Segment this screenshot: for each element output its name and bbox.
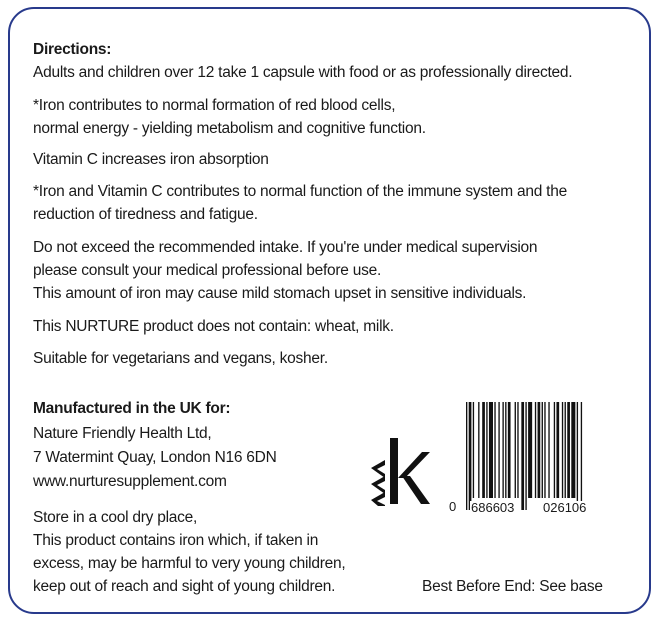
barcode-bar: [567, 402, 570, 498]
warning-line-2: please consult your medical professional before use.: [33, 262, 382, 279]
barcode-bar: [577, 402, 578, 510]
kosher-k-icon: [368, 436, 430, 506]
manufacturer-address: 7 Watermint Quay, London N16 6DN: [33, 449, 277, 466]
directions-heading: Directions:: [33, 41, 112, 58]
barcode-bar: [538, 402, 541, 498]
storage-line-3: excess, may be harmful to very young children,: [33, 555, 346, 572]
barcode-lead-digit: 0: [449, 499, 457, 514]
manufacturer-website: www.nurturesupplement.com: [33, 473, 227, 490]
manufacturer-name: Nature Friendly Health Ltd,: [33, 425, 212, 442]
barcode-icon: [462, 402, 624, 512]
warning-line-1: Do not exceed the recommended intake. If you're under medical supervision: [33, 239, 538, 256]
warning-line-3: This amount of iron may cause mild stomach upset in sensitive individuals.: [33, 285, 527, 302]
barcode-bar: [554, 402, 555, 498]
barcode-bar: [473, 402, 474, 498]
barcode-bar: [508, 402, 511, 498]
barcode-bar: [548, 402, 549, 498]
barcode-bar: [542, 402, 543, 498]
manufacturer-heading: Manufactured in the UK for:: [33, 400, 231, 417]
barcode-bar: [505, 402, 506, 498]
barcode-bar: [528, 402, 532, 498]
storage-line-1: Store in a cool dry place,: [33, 509, 198, 526]
barcode-bar: [556, 402, 559, 498]
immune-claim-line-2: reduction of tiredness and fatigue.: [33, 206, 258, 223]
barcode-bar: [565, 402, 566, 498]
barcode-bar: [517, 402, 518, 498]
storage-line-2: This product contains iron which, if taken in: [33, 532, 319, 549]
barcode-digits-right: 026106: [543, 500, 587, 515]
barcode-bar: [486, 402, 487, 498]
barcode-bar: [521, 402, 524, 510]
iron-claim-line-2: normal energy - yielding metabolism and cognitive function.: [33, 120, 426, 137]
iron-claim-line-1: *Iron contributes to normal formation of red blood cells,: [33, 97, 396, 114]
barcode-bar: [489, 402, 493, 498]
barcode-bar: [498, 402, 499, 498]
barcode-bar: [581, 402, 582, 510]
barcode-bar: [544, 402, 545, 498]
barcode-bar: [494, 402, 495, 498]
vitamin-c-claim: Vitamin C increases iron absorption: [33, 151, 269, 168]
barcode-bar: [482, 402, 485, 498]
storage-line-4: keep out of reach and sight of young children.: [33, 578, 336, 595]
allergen-statement: This NURTURE product does not contain: wheat, milk.: [33, 318, 394, 335]
barcode-bar: [535, 402, 536, 498]
barcode-digits-left: 686603: [471, 500, 515, 515]
barcode-bar: [466, 402, 467, 510]
barcode-bar: [502, 402, 503, 498]
directions-dosage: Adults and children over 12 take 1 capsule with food or as professionally directed.: [33, 64, 573, 81]
suitability-statement: Suitable for vegetarians and vegans, kosher.: [33, 350, 328, 367]
barcode-bar: [571, 402, 575, 498]
barcode-bar: [478, 402, 479, 498]
barcode-bar: [525, 402, 526, 510]
barcode-bar: [469, 402, 472, 510]
barcode-bar: [562, 402, 563, 498]
best-before-text: Best Before End: See base: [422, 578, 603, 595]
barcode-bar: [515, 402, 516, 498]
immune-claim-line-1: *Iron and Vitamin C contributes to normal function of the immune system and the: [33, 183, 567, 200]
